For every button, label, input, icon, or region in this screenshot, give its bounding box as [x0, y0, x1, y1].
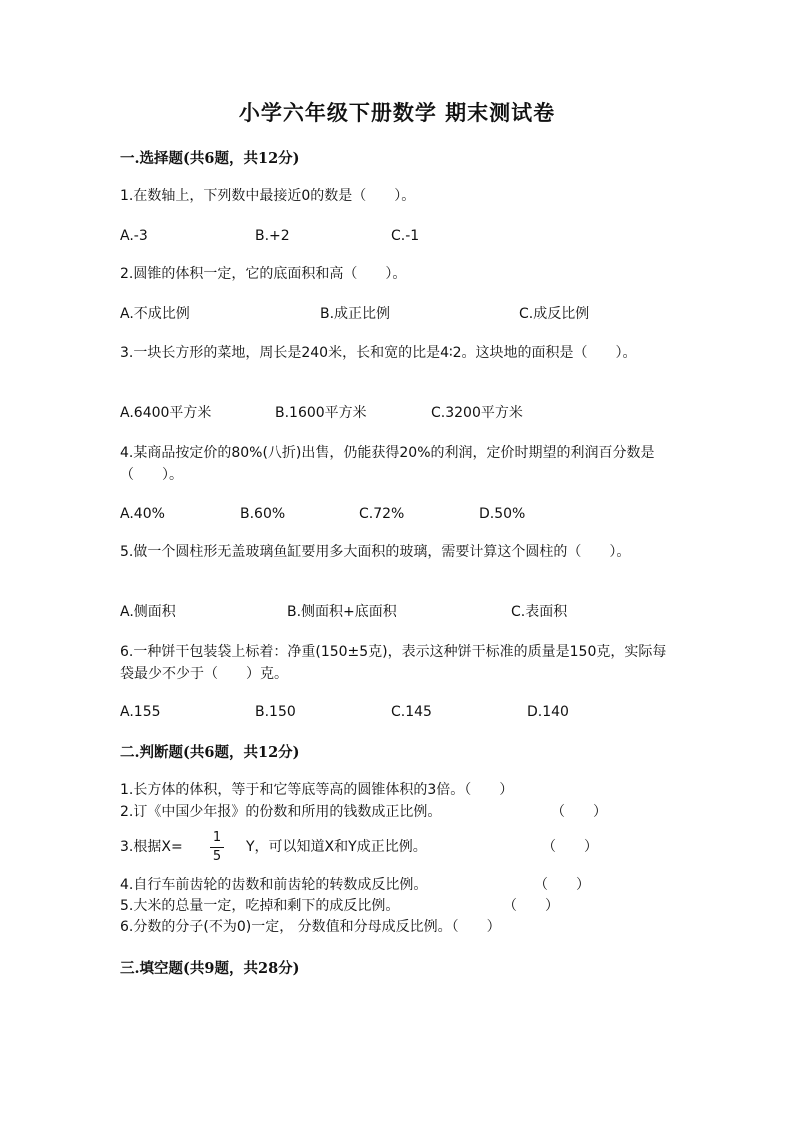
judge-item-1: 1.长方体的体积，等于和它等底等高的圆锥体积的3倍。（ ） — [120, 782, 514, 798]
option-a: A.155 — [120, 704, 161, 720]
question-2-stem: 2.圆锥的体积一定，它的底面积和高（ ）。 — [120, 266, 407, 282]
answer-blank: （ ） — [503, 898, 559, 914]
judge-item-5: 5.大米的总量一定，吃掉和剩下的成反比例。 — [120, 898, 400, 914]
judge-item-3-prefix: 3.根据X= — [120, 839, 183, 855]
question-6-stem: 6.一种饼干包装袋上标着：净重(150±5克)，表示这种饼干标准的质量是150克，实际每袋最少不少于（ ）克。 — [120, 644, 667, 682]
question-1-stem: 1.在数轴上，下列数中最接近0的数是（ ）。 — [120, 188, 416, 204]
option-b: B.150 — [255, 704, 296, 720]
fraction-one-fifth — [210, 830, 224, 865]
option-a: A.-3 — [120, 228, 148, 244]
option-d: D.50% — [479, 506, 526, 522]
option-d: D.140 — [527, 704, 569, 720]
option-c: C.-1 — [391, 228, 420, 244]
option-b: B.60% — [240, 506, 286, 522]
judge-item-4: 4.自行车前齿轮的齿数和前齿轮的转数成反比例。 — [120, 877, 428, 893]
answer-blank: （ ） — [534, 877, 590, 893]
page-title: 小学六年级下册数学 期末测试卷 — [238, 100, 556, 125]
option-c: C.表面积 — [511, 604, 568, 620]
section-heading-judge: 二.判断题(共6题，共12分) — [120, 744, 300, 761]
question-4-options — [120, 503, 720, 525]
option-b: B.侧面积+底面积 — [287, 604, 397, 620]
option-c: C.72% — [359, 506, 405, 522]
option-b: B.成正比例 — [320, 306, 391, 322]
question-3-options — [120, 402, 720, 424]
option-a: A.6400平方米 — [120, 405, 212, 421]
judge-item-2: 2.订《中国少年报》的份数和所用的钱数成正比例。 — [120, 804, 442, 820]
question-4-stem: 4.某商品按定价的80%(八折)出售，仍能获得20%的利润，定价时期望的利润百分数是（ ）。 — [120, 445, 655, 483]
section-heading-fill: 三.填空题(共9题，共28分) — [120, 960, 300, 977]
option-a: A.不成比例 — [120, 306, 190, 322]
option-c: C.145 — [391, 704, 432, 720]
question-5-options — [120, 601, 720, 623]
question-3-stem: 3.一块长方形的菜地，周长是240米，长和宽的比是4∶2。这块地的面积是（ ）。 — [120, 345, 637, 361]
option-a: A.侧面积 — [120, 604, 176, 620]
question-5-stem: 5.做一个圆柱形无盖玻璃鱼缸要用多大面积的玻璃，需要计算这个圆柱的（ ）。 — [120, 544, 631, 560]
section-heading-choice: 一.选择题(共6题，共12分) — [120, 150, 300, 167]
option-b: B.+2 — [255, 228, 290, 244]
option-c: C.成反比例 — [519, 306, 590, 322]
question-1-options — [120, 225, 720, 247]
option-b: B.1600平方米 — [275, 405, 367, 421]
answer-blank: （ ） — [542, 839, 598, 855]
judge-item-3-suffix: Y，可以知道X和Y成正比例。 — [246, 839, 427, 855]
option-a: A.40% — [120, 506, 165, 522]
fraction-denominator: 5 — [212, 849, 222, 864]
fraction-numerator: 1 — [210, 830, 224, 848]
question-2-options — [120, 303, 720, 325]
option-c: C.3200平方米 — [431, 405, 523, 421]
answer-blank: （ ） — [551, 804, 607, 820]
judge-item-6: 6.分数的分子(不为0)一定， 分数值和分母成反比例。（ ） — [120, 919, 501, 935]
question-6-options — [120, 701, 720, 723]
